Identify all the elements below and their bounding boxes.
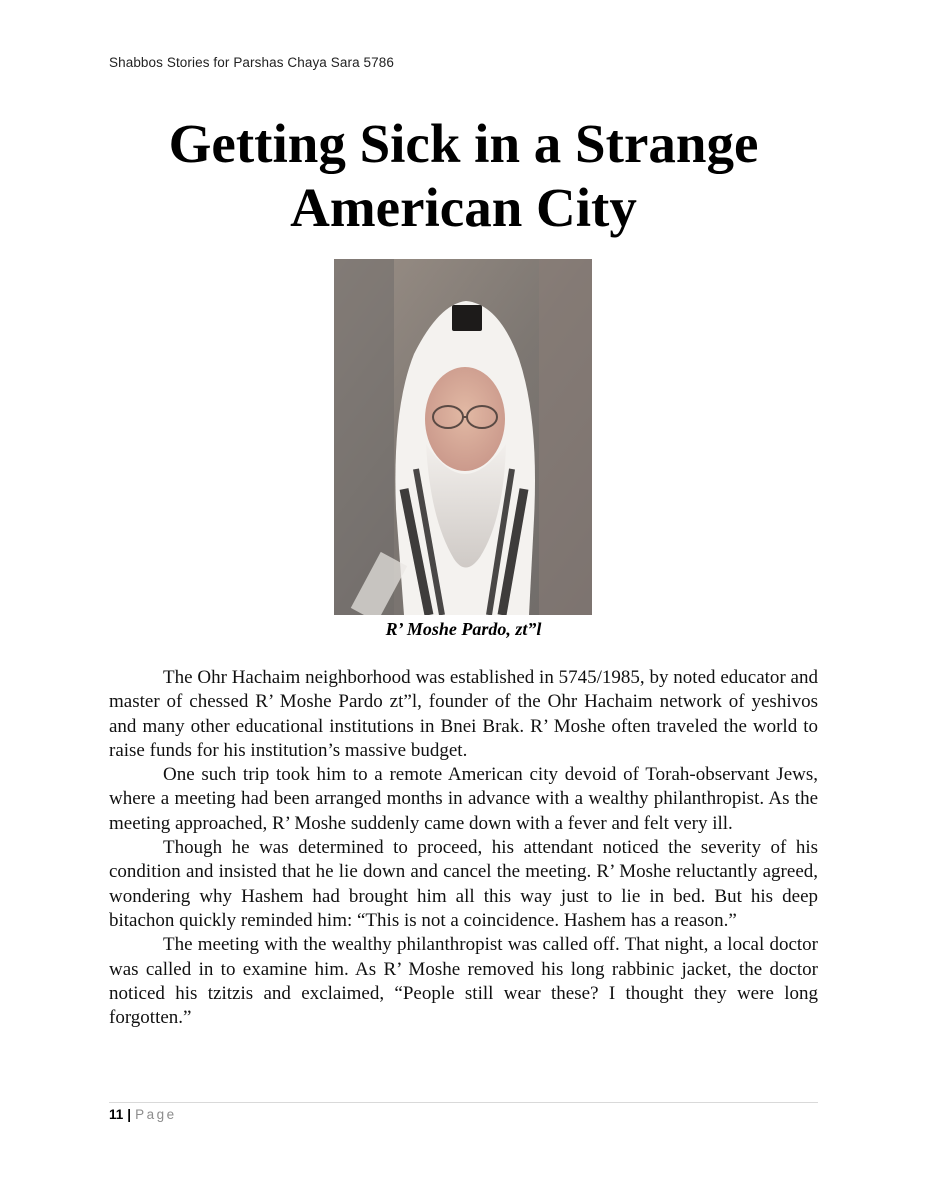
paragraph-1: The Ohr Hachaim neighborhood was established in 5745/1985, by noted educator and master of chessed R’ Moshe Pardo zt”l, founder of the Ohr Hachaim network of yeshivos and many other educational institutions in Bnei Brak. R’ Moshe often traveled the world to raise funds for his institution’s massive budget. [109,667,818,761]
photo-caption: R’ Moshe Pardo, zt”l [385,619,542,639]
paragraph-4: The meeting with the wealthy philanthropist was called off. That night, a local doctor was called in to examine him. As R’ Moshe removed his long rabbinic jacket, the doctor noticed his tzitzis and exclaimed, “People still wear these? I thought they were long forgotten.” [109,934,818,1029]
page-number: 11 [109,1107,124,1122]
page-label: Page [135,1107,177,1122]
portrait-photo [334,259,592,615]
article-title: Getting Sick in a Strange American City [168,113,759,238]
footer-divider [109,1102,818,1103]
page-footer [109,1107,177,1122]
article-body [109,666,818,1030]
paragraph-2: One such trip took him to a remote American city devoid of Torah-observant Jews, where a meeting had been arranged months in advance with a wealthy philanthropist. As the meeting approached, R’ Moshe suddenly came down with a fever and felt very ill. [109,764,818,834]
running-header: Shabbos Stories for Parshas Chaya Sara 5786 [109,55,394,70]
footer-separator: | [127,1107,132,1122]
paragraph-3: Though he was determined to proceed, his attendant noticed the severity of his condition and insisted that he lie down and cancel the meeting. R’ Moshe reluctantly agreed, wondering why Hashem had brought him all this way just to lie in bed. But his deep bitachon quickly reminded him: “This is not a coincidence. Hashem has a reason.” [109,837,818,931]
